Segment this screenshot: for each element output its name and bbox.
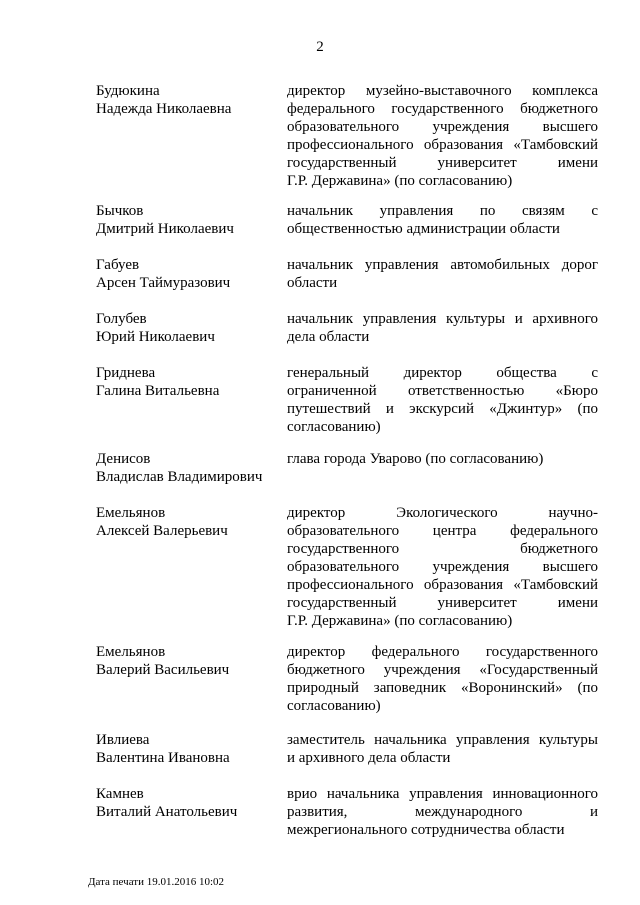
- member-position-line: согласованию): [287, 419, 381, 435]
- member-name: [96, 202, 281, 238]
- member-surname: Денисов: [96, 451, 151, 467]
- member-position-line: области: [287, 275, 338, 291]
- member-position-line: межрегионального сотрудничества области: [287, 822, 565, 838]
- member-position-line: развития, международного и: [287, 804, 598, 820]
- member-position-line: глава города Уварово (по согласованию): [287, 451, 544, 467]
- member-surname: Ивлиева: [96, 732, 150, 748]
- member-position-line: директор федерального государственного: [287, 644, 598, 660]
- member-position-line: начальник управления по связям с: [287, 203, 598, 219]
- member-position: [287, 504, 598, 630]
- member-name: [96, 256, 281, 292]
- member-given-names: Виталий Анатольевич: [96, 804, 238, 820]
- member-position-line: дела области: [287, 329, 370, 345]
- member-surname: Будюкина: [96, 83, 160, 99]
- member-position-line: профессионального образования «Тамбовский: [287, 577, 598, 593]
- member-surname: Камнев: [96, 786, 144, 802]
- member-surname: Голубев: [96, 311, 147, 327]
- member-position: [287, 450, 598, 468]
- print-date: Дата печати 19.01.2016 10:02: [88, 876, 225, 888]
- member-position-line: и архивного дела области: [287, 750, 451, 766]
- member-position-line: начальник управления культуры и архивного: [287, 311, 598, 327]
- member-position-line: генеральный директор общества с: [287, 365, 598, 381]
- member-position: [287, 364, 598, 436]
- member-position-line: образовательного центра федерального: [287, 523, 598, 539]
- member-name: [96, 785, 281, 821]
- member-given-names: Дмитрий Николаевич: [96, 221, 234, 237]
- member-position-line: бюджетного учреждения «Государственный: [287, 662, 598, 678]
- member-given-names: Алексей Валерьевич: [96, 523, 228, 539]
- member-given-names: Владислав Владимирович: [96, 469, 263, 485]
- member-position-line: согласованию): [287, 698, 381, 714]
- member-position: [287, 310, 598, 346]
- member-position-line: федерального государственного бюджетного: [287, 101, 598, 117]
- member-position-line: общественностью администрации области: [287, 221, 560, 237]
- member-position-line: Г.Р. Державина» (по согласованию): [287, 173, 513, 189]
- member-given-names: Валерий Васильевич: [96, 662, 230, 678]
- member-name: [96, 643, 281, 679]
- member-position: [287, 256, 598, 292]
- member-position: [287, 643, 598, 715]
- member-given-names: Галина Витальевна: [96, 383, 220, 399]
- member-position-line: государственного бюджетного: [287, 541, 598, 557]
- member-given-names: Арсен Таймуразович: [96, 275, 231, 291]
- member-name: [96, 364, 281, 400]
- member-position-line: ограниченной ответственностью «Бюро: [287, 383, 598, 399]
- member-name: [96, 731, 281, 767]
- member-surname: Габуев: [96, 257, 140, 273]
- member-position-line: Г.Р. Державина» (по согласованию): [287, 613, 513, 629]
- member-position: [287, 785, 598, 839]
- member-given-names: Валентина Ивановна: [96, 750, 230, 766]
- member-position-line: директор музейно-выставочного комплекса: [287, 83, 598, 99]
- member-surname: Бычков: [96, 203, 144, 219]
- member-position-line: природный заповедник «Воронинский» (по: [287, 680, 598, 696]
- member-name: [96, 82, 281, 118]
- member-position-line: государственный университет имени: [287, 595, 598, 611]
- member-position-line: директор Экологического научно-: [287, 505, 598, 521]
- member-position-line: врио начальника управления инновационного: [287, 786, 598, 802]
- member-position: [287, 731, 598, 767]
- page-number: 2: [316, 39, 324, 55]
- member-position-line: начальник управления автомобильных дорог: [287, 257, 598, 273]
- member-name: [96, 310, 281, 346]
- member-position-line: заместитель начальника управления культуры: [287, 732, 598, 748]
- member-name: [96, 504, 281, 540]
- member-position-line: государственный университет имени: [287, 155, 598, 171]
- member-position-line: образовательного учреждения высшего: [287, 559, 598, 575]
- member-given-names: Юрий Николаевич: [96, 329, 215, 345]
- member-given-names: Надежда Николаевна: [96, 101, 232, 117]
- member-surname: Емельянов: [96, 505, 166, 521]
- member-name: [96, 450, 281, 486]
- member-surname: Гриднева: [96, 365, 156, 381]
- member-position-line: профессионального образования «Тамбовский: [287, 137, 598, 153]
- member-position-line: образовательного учреждения высшего: [287, 119, 598, 135]
- member-position-line: путешествий и экскурсий «Джинтур» (по: [287, 401, 598, 417]
- member-surname: Емельянов: [96, 644, 166, 660]
- member-position: [287, 82, 598, 190]
- member-position: [287, 202, 598, 238]
